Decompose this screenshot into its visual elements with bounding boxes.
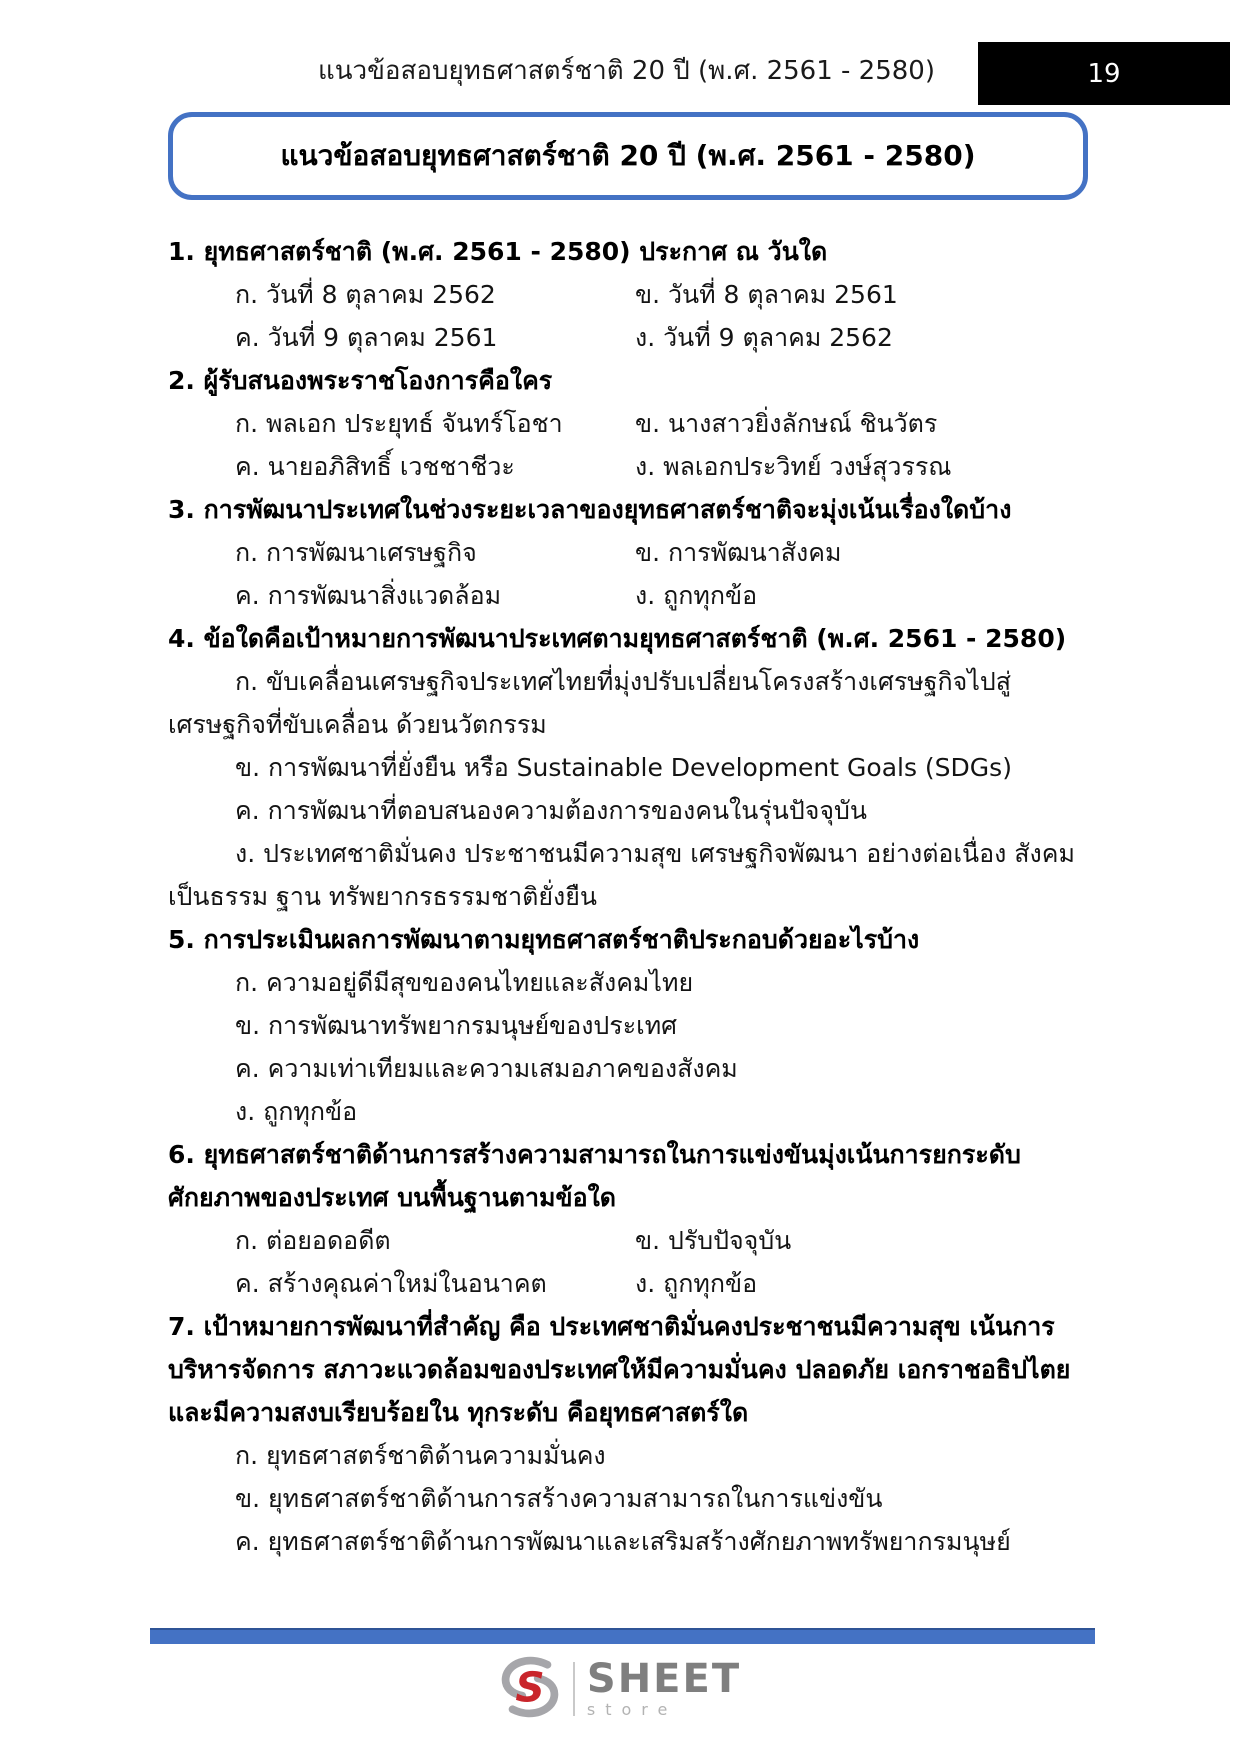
question-text: 7. เป้าหมายการพัฒนาที่สำคัญ คือ ประเทศชาติมั่นคงประชาชนมีความสุข เน้นการบริหารจัดการ สภาวะแวดล้อมของประเทศให้มีความมั่นคง ปลอดภัย เอกราชอธิปไตย และมีความสงบเรียบร้อยใน ทุกระดับ คือยุทธศาสตร์ใด	[168, 1312, 1071, 1427]
sheet-store-logo	[0, 1656, 1240, 1722]
question-options	[168, 273, 1095, 359]
option: ข. นางสาวยิ่งลักษณ์ ชินวัตร	[635, 409, 938, 438]
question-6	[168, 1133, 1095, 1305]
question-options	[168, 1434, 1095, 1563]
option: ง. ถูกทุกข้อ	[635, 1269, 758, 1298]
logo-divider	[573, 1662, 575, 1716]
option: ง. ประเทศชาติมั่นคง ประชาชนมีความสุข เศรษฐกิจพัฒนา อย่างต่อเนื่อง สังคมเป็นธรรม ฐาน ทรัพยากรธรรมชาติยั่งยืน	[168, 839, 1075, 911]
option: ค. การพัฒนาสิ่งแวดล้อม	[235, 581, 502, 610]
option: ค. วันที่ 9 ตุลาคม 2561	[235, 323, 498, 352]
option: ก. พลเอก ประยุทธ์ จันทร์โอชา	[235, 409, 563, 438]
logo-text-block	[586, 1656, 742, 1719]
question-2	[168, 359, 1095, 488]
option: ค. นายอภิสิทธิ์ เวชชาชีวะ	[235, 452, 515, 481]
option: ค. ความเท่าเทียมและความเสมอภาคของสังคม	[235, 1054, 738, 1083]
question-options	[168, 531, 1095, 617]
question-text: 1. ยุทธศาสตร์ชาติ (พ.ศ. 2561 - 2580) ประกาศ ณ วันใด	[168, 237, 828, 266]
question-text: 2. ผู้รับสนองพระราชโองการคือใคร	[168, 366, 553, 395]
logo-subtext: store	[586, 1700, 678, 1719]
option: ก. การพัฒนาเศรษฐกิจ	[235, 538, 477, 567]
logo-text: SHEET	[586, 1656, 742, 1702]
option: ก. ยุทธศาสตร์ชาติด้านความมั่นคง	[235, 1441, 606, 1470]
option: ง. ถูกทุกข้อ	[235, 1097, 358, 1126]
option: ข. วันที่ 8 ตุลาคม 2561	[635, 280, 898, 309]
question-5	[168, 918, 1095, 1133]
question-text: 4. ข้อใดคือเป้าหมายการพัฒนาประเทศตามยุทธศาสตร์ชาติ (พ.ศ. 2561 - 2580)	[168, 624, 1067, 653]
sheet-store-s-icon	[499, 1656, 561, 1722]
page-header-text: แนวข้อสอบยุทธศาสตร์ชาติ 20 ปี (พ.ศ. 2561 - 2580)	[317, 56, 935, 86]
exam-title: แนวข้อสอบยุทธศาสตร์ชาติ 20 ปี (พ.ศ. 2561 - 2580)	[280, 139, 976, 172]
option: ง. พลเอกประวิทย์ วงษ์สุวรรณ	[635, 452, 952, 481]
question-7	[168, 1305, 1095, 1563]
option: ข. การพัฒนาทรัพยากรมนุษย์ของประเทศ	[235, 1011, 678, 1040]
page-number: 19	[1087, 58, 1121, 89]
option: ก. ต่อยอดอดีต	[235, 1226, 391, 1255]
option: ค. ยุทธศาสตร์ชาติด้านการพัฒนาและเสริมสร้างศักยภาพทรัพยากรมนุษย์	[235, 1527, 1011, 1556]
exam-title-box	[168, 112, 1088, 200]
option: ง. วันที่ 9 ตุลาคม 2562	[635, 323, 893, 352]
question-3	[168, 488, 1095, 617]
footer-divider-bar	[150, 1628, 1095, 1644]
question-options	[168, 961, 1095, 1133]
question-options	[168, 402, 1095, 488]
option: ก. วันที่ 8 ตุลาคม 2562	[235, 280, 496, 309]
option: ข. ปรับปัจจุบัน	[635, 1226, 792, 1255]
option: ข. การพัฒนาสังคม	[635, 538, 842, 567]
svg-text:S: S	[515, 1663, 545, 1712]
question-text: 5. การประเมินผลการพัฒนาตามยุทธศาสตร์ชาติประกอบด้วยอะไรบ้าง	[168, 925, 920, 954]
option: ข. การพัฒนาที่ยั่งยืน หรือ Sustainable Development Goals (SDGs)	[235, 753, 1012, 782]
question-text: 3. การพัฒนาประเทศในช่วงระยะเวลาของยุทธศาสตร์ชาติจะมุ่งเน้นเรื่องใดบ้าง	[168, 495, 1012, 524]
option: ก. ความอยู่ดีมีสุขของคนไทยและสังคมไทย	[235, 968, 694, 997]
question-text: 6. ยุทธศาสตร์ชาติด้านการสร้างความสามารถในการแข่งขันมุ่งเน้นการยกระดับศักยภาพของประเทศ บนพื้นฐานตามข้อใด	[168, 1140, 1021, 1212]
option: ง. ถูกทุกข้อ	[635, 581, 758, 610]
question-4	[168, 617, 1095, 918]
option: ก. ขับเคลื่อนเศรษฐกิจประเทศไทยที่มุ่งปรับเปลี่ยนโครงสร้างเศรษฐกิจไปสู่ เศรษฐกิจที่ขับเคลื่อน ด้วยนวัตกรรม	[168, 667, 1012, 739]
page-number-badge	[978, 42, 1230, 105]
question-1	[168, 230, 1095, 359]
question-options	[168, 1219, 1095, 1305]
questions-area	[168, 230, 1095, 1563]
option: ค. การพัฒนาที่ตอบสนองความต้องการของคนในรุ่นปัจจุบัน	[235, 796, 867, 825]
document-header	[0, 0, 1240, 106]
option: ค. สร้างคุณค่าใหม่ในอนาคต	[235, 1269, 547, 1298]
option: ข. ยุทธศาสตร์ชาติด้านการสร้างความสามารถในการแข่งขัน	[235, 1484, 883, 1513]
